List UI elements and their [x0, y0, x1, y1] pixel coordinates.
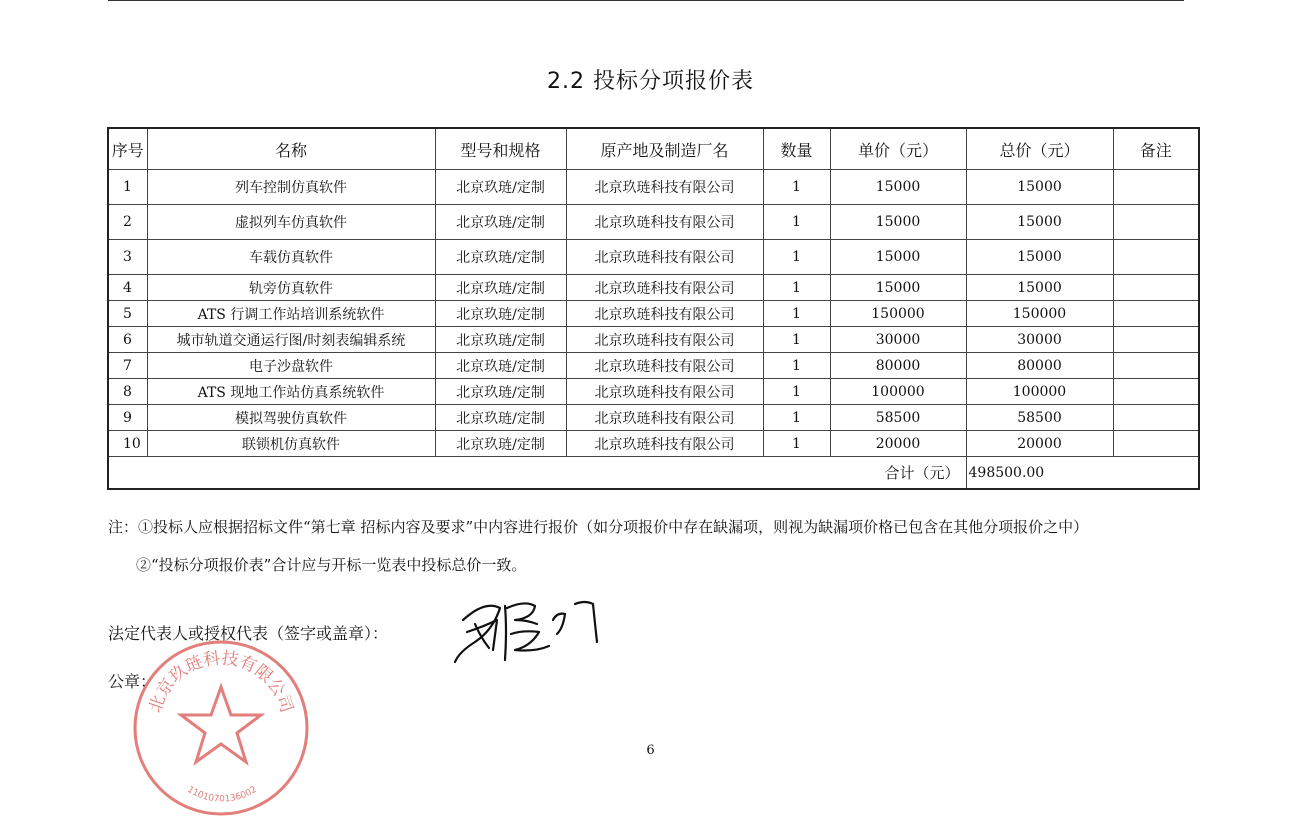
cell-unit-price: 80000 [830, 353, 966, 379]
header-index: 序号 [108, 128, 147, 170]
cell-quantity: 1 [763, 379, 830, 405]
cell-unit-price: 15000 [830, 170, 966, 205]
page-number: 6 [646, 743, 655, 758]
cell-index: 5 [108, 301, 147, 327]
cell-remark [1113, 405, 1199, 431]
header-quantity: 数量 [763, 128, 830, 170]
cell-unit-price: 30000 [830, 327, 966, 353]
cell-total-price: 20000 [966, 431, 1113, 457]
cell-origin: 北京玖琏科技有限公司 [566, 170, 763, 205]
cell-index: 1 [108, 170, 147, 205]
header-origin: 原产地及制造厂名 [566, 128, 763, 170]
cell-total-price: 80000 [966, 353, 1113, 379]
svg-text:北京玖琏科技有限公司: 北京玖琏科技有限公司 [145, 648, 297, 716]
cell-remark [1113, 240, 1199, 275]
handwritten-signature [445, 590, 615, 670]
cell-index: 8 [108, 379, 147, 405]
cell-remark [1113, 327, 1199, 353]
cell-name: 城市轨道交通运行图/时刻表编辑系统 [147, 327, 435, 353]
table-row [108, 240, 1199, 275]
cell-total-price: 15000 [966, 205, 1113, 240]
header-model: 型号和规格 [435, 128, 566, 170]
cell-model: 北京玖琏/定制 [435, 405, 566, 431]
table-row [108, 405, 1199, 431]
cell-remark [1113, 170, 1199, 205]
cell-name: ATS 现地工作站仿真系统软件 [147, 379, 435, 405]
cell-index: 6 [108, 327, 147, 353]
cell-model: 北京玖琏/定制 [435, 327, 566, 353]
svg-text:1101070136002: 1101070136002 [185, 784, 259, 805]
cell-total-price: 150000 [966, 301, 1113, 327]
cell-unit-price: 20000 [830, 431, 966, 457]
quote-table [107, 127, 1200, 490]
cell-model: 北京玖琏/定制 [435, 353, 566, 379]
cell-origin: 北京玖琏科技有限公司 [566, 327, 763, 353]
table-row [108, 379, 1199, 405]
cell-origin: 北京玖琏科技有限公司 [566, 405, 763, 431]
cell-total-price: 100000 [966, 379, 1113, 405]
cell-quantity: 1 [763, 353, 830, 379]
cell-unit-price: 150000 [830, 301, 966, 327]
cell-remark [1113, 431, 1199, 457]
cell-origin: 北京玖琏科技有限公司 [566, 353, 763, 379]
cell-index: 9 [108, 405, 147, 431]
cell-origin: 北京玖琏科技有限公司 [566, 275, 763, 301]
seal-label: 公章： [108, 672, 157, 691]
header-total-price: 总价（元） [966, 128, 1113, 170]
cell-quantity: 1 [763, 275, 830, 301]
cell-index: 7 [108, 353, 147, 379]
cell-index: 2 [108, 205, 147, 240]
cell-total-price: 15000 [966, 275, 1113, 301]
note-2: ②“投标分项报价表”合计应与开标一览表中投标总价一致。 [136, 556, 527, 574]
cell-remark [1113, 353, 1199, 379]
cell-unit-price: 58500 [830, 405, 966, 431]
cell-origin: 北京玖琏科技有限公司 [566, 301, 763, 327]
cell-name: 联锁机仿真软件 [147, 431, 435, 457]
cell-model: 北京玖琏/定制 [435, 240, 566, 275]
table-row [108, 205, 1199, 240]
table-row [108, 170, 1199, 205]
cell-name: 虚拟列车仿真软件 [147, 205, 435, 240]
cell-quantity: 1 [763, 431, 830, 457]
cell-name: 车载仿真软件 [147, 240, 435, 275]
cell-model: 北京玖琏/定制 [435, 170, 566, 205]
cell-model: 北京玖琏/定制 [435, 379, 566, 405]
cell-model: 北京玖琏/定制 [435, 275, 566, 301]
cell-quantity: 1 [763, 301, 830, 327]
cell-origin: 北京玖琏科技有限公司 [566, 431, 763, 457]
cell-quantity: 1 [763, 405, 830, 431]
cell-origin: 北京玖琏科技有限公司 [566, 240, 763, 275]
cell-remark [1113, 379, 1199, 405]
cell-name: 列车控制仿真软件 [147, 170, 435, 205]
cell-model: 北京玖琏/定制 [435, 205, 566, 240]
table-row [108, 301, 1199, 327]
cell-remark [1113, 301, 1199, 327]
cell-total-price: 30000 [966, 327, 1113, 353]
cell-unit-price: 100000 [830, 379, 966, 405]
cell-remark [1113, 205, 1199, 240]
total-row [108, 457, 1199, 490]
cell-model: 北京玖琏/定制 [435, 431, 566, 457]
top-rule [108, 0, 1184, 1]
table-header-row [108, 128, 1199, 170]
cell-unit-price: 15000 [830, 240, 966, 275]
cell-unit-price: 15000 [830, 205, 966, 240]
cell-index: 4 [108, 275, 147, 301]
company-seal [130, 637, 312, 819]
cell-total-price: 58500 [966, 405, 1113, 431]
table-row [108, 275, 1199, 301]
cell-name: 电子沙盘软件 [147, 353, 435, 379]
cell-origin: 北京玖琏科技有限公司 [566, 379, 763, 405]
cell-index: 10 [108, 431, 147, 457]
table-row [108, 431, 1199, 457]
cell-total-price: 15000 [966, 240, 1113, 275]
page-title: 2.2 投标分项报价表 [547, 69, 754, 94]
table-row [108, 327, 1199, 353]
cell-name: ATS 行调工作站培训系统软件 [147, 301, 435, 327]
cell-quantity: 1 [763, 327, 830, 353]
cell-index: 3 [108, 240, 147, 275]
table-row [108, 353, 1199, 379]
cell-total-price: 15000 [966, 170, 1113, 205]
cell-name: 模拟驾驶仿真软件 [147, 405, 435, 431]
signature-label: 法定代表人或授权代表（签字或盖章）： [108, 624, 389, 643]
cell-quantity: 1 [763, 170, 830, 205]
header-remark: 备注 [1113, 128, 1199, 170]
header-name: 名称 [147, 128, 435, 170]
cell-remark [1113, 275, 1199, 301]
cell-quantity: 1 [763, 205, 830, 240]
total-label: 合计（元） [108, 457, 966, 490]
cell-quantity: 1 [763, 240, 830, 275]
cell-name: 轨旁仿真软件 [147, 275, 435, 301]
cell-unit-price: 15000 [830, 275, 966, 301]
total-value: 498500.00 [966, 457, 1199, 490]
header-unit-price: 单价（元） [830, 128, 966, 170]
cell-origin: 北京玖琏科技有限公司 [566, 205, 763, 240]
note-1: 注：①投标人应根据招标文件“第七章 招标内容及要求”中内容进行报价（如分项报价中存在缺漏项，则视为缺漏项价格已包含在其他分项报价之中） [108, 518, 1089, 536]
cell-model: 北京玖琏/定制 [435, 301, 566, 327]
